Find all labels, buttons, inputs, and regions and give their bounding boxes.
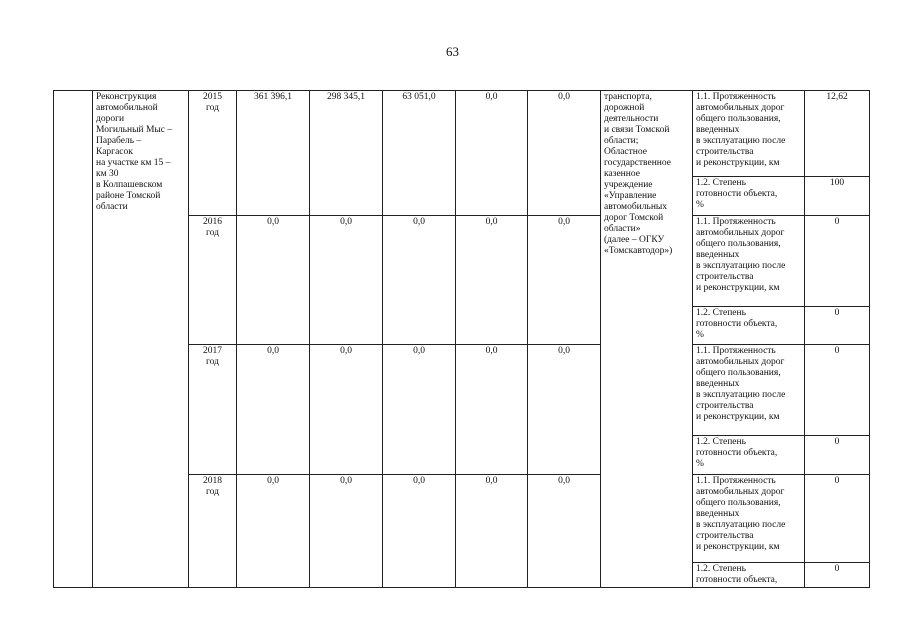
value-regional: 63 051,0: [383, 91, 456, 216]
year-cell: 2018 год: [189, 475, 237, 588]
value-local: 0,0: [456, 216, 528, 345]
value-local: 0,0: [456, 345, 528, 475]
year-cell: 2016 год: [189, 216, 237, 345]
value-total: 361 396,1: [237, 91, 310, 216]
table-row: [54, 91, 870, 177]
indicator-value: 0: [805, 307, 870, 345]
indicator-name: 1.1. Протяженность автомобильных дорог общего пользования, введенных в эксплуатацию после строительства и реконструкции, км: [693, 345, 805, 436]
indicator-name: 1.2. Степень готовности объекта, %: [693, 307, 805, 345]
value-other: 0,0: [528, 216, 601, 345]
indicator-name: 1.2. Степень готовности объекта,: [693, 563, 805, 588]
value-local: 0,0: [456, 475, 528, 588]
value-regional: 0,0: [383, 475, 456, 588]
value-total: 0,0: [237, 345, 310, 475]
value-total: 0,0: [237, 216, 310, 345]
indicator-value: 0: [805, 436, 870, 475]
indicator-value: 12,62: [805, 91, 870, 177]
program-table: [53, 90, 870, 588]
indicator-value: 0: [805, 216, 870, 307]
year-cell: 2017 год: [189, 345, 237, 475]
row-number-cell: [54, 91, 93, 588]
value-federal: 298 345,1: [310, 91, 383, 216]
value-other: 0,0: [528, 475, 601, 588]
indicator-name: 1.2. Степень готовности объекта, %: [693, 177, 805, 216]
value-regional: 0,0: [383, 345, 456, 475]
value-total: 0,0: [237, 475, 310, 588]
value-federal: 0,0: [310, 345, 383, 475]
value-other: 0,0: [528, 345, 601, 475]
value-local: 0,0: [456, 91, 528, 216]
value-federal: 0,0: [310, 475, 383, 588]
year-cell: 2015 год: [189, 91, 237, 216]
object-name-cell: Реконструкция автомобильной дороги Могильный Мыс – Парабель – Каргасок на участке км 15 – км 30 в Колпашевском районе Томской области: [93, 91, 189, 588]
indicator-name: 1.1. Протяженность автомобильных дорог общего пользования, введенных в эксплуатацию после строительства и реконструкции, км: [693, 216, 805, 307]
page-number: 63: [446, 44, 459, 59]
indicator-value: 0: [805, 475, 870, 563]
indicator-name: 1.1. Протяженность автомобильных дорог общего пользования, введенных в эксплуатацию после строительства и реконструкции, км: [693, 91, 805, 177]
value-other: 0,0: [528, 91, 601, 216]
indicator-name: 1.1. Протяженность автомобильных дорог общего пользования, введенных в эксплуатацию после строительства и реконструкции, км: [693, 475, 805, 563]
indicator-value: 0: [805, 563, 870, 588]
indicator-name: 1.2. Степень готовности объекта, %: [693, 436, 805, 475]
executor-cell: транспорта, дорожной деятельности и связи Томской области; Областное государственное казенное учреждение «Управление автомобильных дорог Томской области» (далее – ОГКУ «Томскавтодор»): [601, 91, 693, 588]
indicator-value: 100: [805, 177, 870, 216]
value-regional: 0,0: [383, 216, 456, 345]
indicator-value: 0: [805, 345, 870, 436]
value-federal: 0,0: [310, 216, 383, 345]
